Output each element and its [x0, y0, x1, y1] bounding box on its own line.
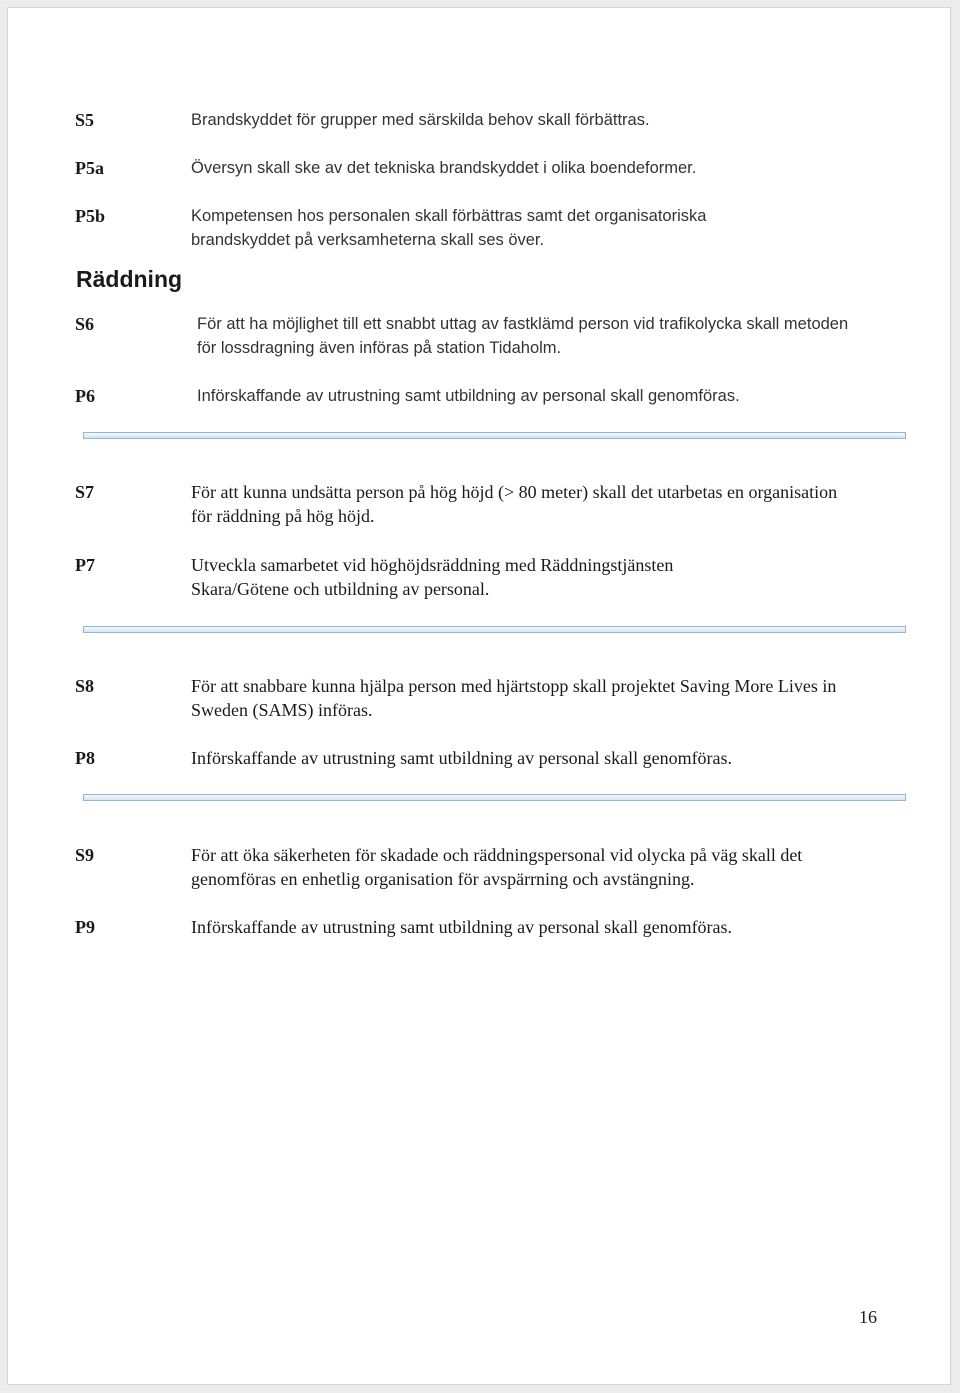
section-divider	[83, 794, 906, 801]
item-label: S5	[75, 110, 95, 130]
item-text: Brandskyddet för grupper med särskilda behov skall förbättras.	[191, 111, 650, 129]
item-label: P7	[75, 555, 95, 575]
item-label: S9	[75, 845, 95, 865]
item-text: För att kunna undsätta person på hög höjd (> 80 meter) skall det utarbetas en organisation för räddning på hög höjd.	[191, 482, 838, 526]
item-text: Införskaffande av utrustning samt utbildning av personal skall genomföras.	[191, 917, 733, 937]
item-text: Införskaffande av utrustning samt utbildning av personal skall genomföras.	[191, 748, 733, 768]
section-divider	[83, 432, 906, 439]
item-text: Kompetensen hos personalen skall förbättras samt det organisatoriska brandskyddet på verksamheterna skall ses över.	[191, 207, 707, 249]
item-label: S7	[75, 482, 95, 502]
section-divider	[83, 626, 906, 633]
item-label: S6	[75, 314, 95, 334]
item-text: För att snabbare kunna hjälpa person med hjärtstopp skall projektet Saving More Lives in Sweden (SAMS) införas.	[191, 676, 837, 720]
page-number: 16	[859, 1307, 877, 1327]
item-text: För att öka säkerheten för skadade och räddningspersonal vid olycka på väg skall det genomföras en enhetlig organisation för avspärrning och avstängning.	[191, 845, 803, 889]
item-label: P8	[75, 748, 95, 768]
item-label: P5a	[75, 158, 104, 178]
section-heading: Räddning	[76, 266, 183, 292]
item-label: P5b	[75, 206, 106, 226]
item-text: Införskaffande av utrustning samt utbildning av personal skall genomföras.	[197, 387, 740, 405]
item-label: S8	[75, 676, 95, 696]
item-text: Översyn skall ske av det tekniska brandskyddet i olika boendeformer.	[191, 159, 697, 177]
item-text: Utveckla samarbetet vid höghöjdsräddning med Räddningstjänsten Skara/Götene och utbildning av personal.	[191, 555, 674, 599]
item-text: För att ha möjlighet till ett snabbt uttag av fastklämd person vid trafikolycka skall metoden för lossdragning även införas på station Tidaholm.	[197, 315, 849, 357]
item-label: P9	[75, 917, 95, 937]
item-label: P6	[75, 386, 95, 406]
